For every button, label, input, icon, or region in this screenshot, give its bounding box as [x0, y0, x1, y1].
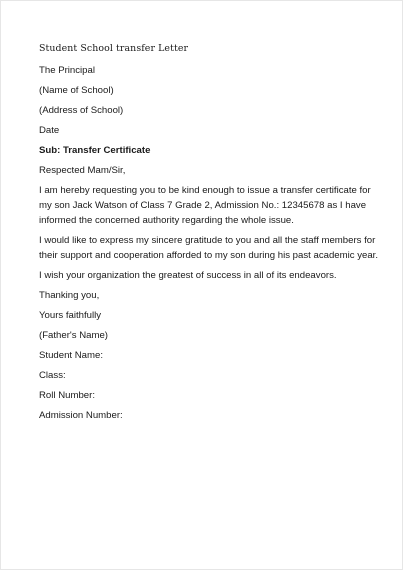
paragraph-request	[39, 183, 377, 228]
paragraph-line: I am hereby requesting you to be kind enough to issue a transfer certificate for	[39, 185, 371, 196]
letter-title: Student School transfer Letter	[39, 43, 189, 54]
paragraph-line: my son Jack Watson of Class 7 Grade 2, Admission No.: 12345678 as I have	[39, 200, 367, 211]
field-admission-number: Admission Number:	[39, 410, 123, 421]
signatory: (Father's Name)	[39, 330, 109, 341]
field-class: Class:	[39, 370, 66, 381]
paragraph-gratitude	[39, 233, 377, 263]
letter-subject: Sub: Transfer Certificate	[39, 145, 151, 156]
letter-date: Date	[39, 125, 60, 136]
letter-body	[39, 43, 377, 428]
salutation: Respected Mam/Sir,	[39, 165, 126, 176]
field-roll-number: Roll Number:	[39, 390, 95, 401]
paragraph-line: I would like to express my sincere gratitude to you and all the staff members for	[39, 235, 376, 246]
thanks-line: Thanking you,	[39, 290, 100, 301]
field-student-name: Student Name:	[39, 350, 103, 361]
paragraph-wishes: I wish your organization the greatest of success in all of its endeavors.	[39, 270, 337, 281]
school-name: (Name of School)	[39, 85, 114, 96]
closing-line: Yours faithfully	[39, 310, 102, 321]
school-address: (Address of School)	[39, 105, 124, 116]
paragraph-line: informed the concerned authority regarding the whole issue.	[39, 215, 294, 226]
paragraph-line: their support and cooperation afforded to my son during his past academic year.	[39, 250, 379, 261]
recipient: The Principal	[39, 65, 95, 76]
